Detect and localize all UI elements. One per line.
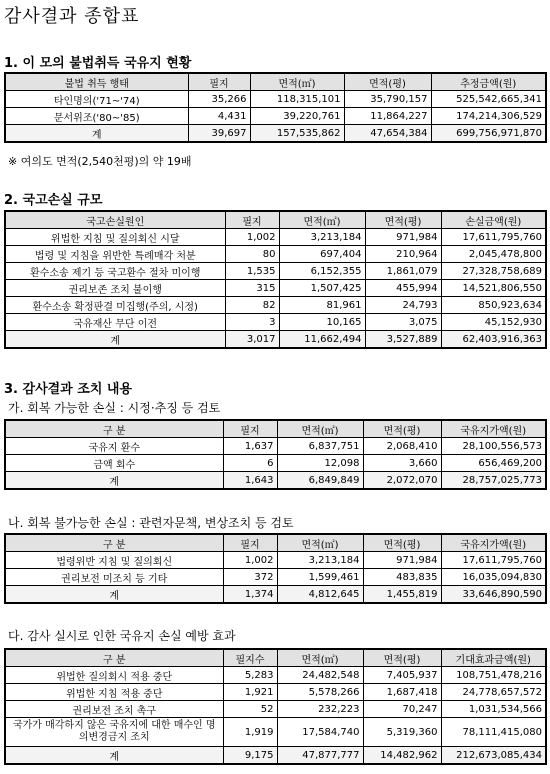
prevention-effect-table bbox=[4, 648, 547, 765]
row-label: 권리보전 미조치 등 기타 bbox=[5, 569, 223, 586]
area-pyeong: 1,861,079 bbox=[365, 263, 441, 280]
row-label: 법령위반 지침 및 질의회신 bbox=[5, 552, 223, 569]
row-label: 권리보전 조치 촉구 bbox=[5, 701, 223, 718]
row-label: 국유지 환수 bbox=[5, 438, 223, 455]
row-label: 권리보존 조치 불이행 bbox=[5, 280, 225, 297]
unrecoverable-loss-table bbox=[4, 533, 547, 604]
amount: 28,100,556,573 bbox=[441, 438, 546, 455]
table-row bbox=[5, 569, 546, 586]
area-pyeong: 3,527,889 bbox=[365, 331, 441, 349]
table-header-row bbox=[5, 534, 546, 552]
amount: 16,035,094,830 bbox=[441, 569, 546, 586]
section-3-heading: 3. 감사결과 조치 내용 bbox=[4, 382, 133, 397]
area-sqm: 47,877,777 bbox=[277, 747, 363, 765]
amount: 14,521,806,550 bbox=[441, 280, 546, 297]
row-label: 계 bbox=[5, 586, 223, 604]
table-row bbox=[5, 701, 546, 718]
table-row bbox=[5, 246, 546, 263]
amount: 2,045,478,800 bbox=[441, 246, 546, 263]
area-pyeong: 47,654,384 bbox=[344, 125, 431, 143]
row-label: 법령 및 지침을 위반한 특례매각 처분 bbox=[5, 246, 225, 263]
parcel-count: 1,535 bbox=[225, 263, 279, 280]
column-header: 국유지가액(원) bbox=[441, 534, 546, 552]
column-header: 면적(평) bbox=[363, 534, 441, 552]
row-label: 금액 회수 bbox=[5, 455, 223, 472]
area-sqm: 232,223 bbox=[277, 701, 363, 718]
amount: 45,152,930 bbox=[441, 314, 546, 331]
parcel-count: 1,002 bbox=[225, 229, 279, 246]
area-sqm: 6,152,355 bbox=[279, 263, 365, 280]
area-pyeong: 1,687,418 bbox=[363, 684, 441, 701]
parcel-count: 6 bbox=[223, 455, 277, 472]
total-row bbox=[5, 472, 546, 490]
area-sqm: 12,098 bbox=[277, 455, 363, 472]
row-label: 문서위조('80~'85) bbox=[5, 108, 188, 125]
column-header: 필지수 bbox=[223, 649, 277, 667]
table-row bbox=[5, 297, 546, 314]
column-header: 필지 bbox=[225, 211, 279, 229]
parcel-count: 5,283 bbox=[223, 667, 277, 684]
amount: 17,611,795,760 bbox=[441, 552, 546, 569]
parcel-count: 82 bbox=[225, 297, 279, 314]
total-row bbox=[5, 331, 546, 349]
section-2-heading: 2. 국고손실 규모 bbox=[4, 193, 103, 208]
column-header: 면적(㎡) bbox=[250, 73, 344, 91]
column-header: 국유지가액(원) bbox=[441, 420, 546, 438]
area-pyeong: 3,075 bbox=[365, 314, 441, 331]
area-sqm: 39,220,761 bbox=[250, 108, 344, 125]
area-sqm: 17,584,740 bbox=[277, 718, 363, 747]
area-pyeong: 14,482,962 bbox=[363, 747, 441, 765]
area-sqm: 6,837,751 bbox=[277, 438, 363, 455]
area-sqm: 3,213,184 bbox=[277, 552, 363, 569]
table-row bbox=[5, 684, 546, 701]
area-pyeong: 971,984 bbox=[363, 552, 441, 569]
area-pyeong: 24,793 bbox=[365, 297, 441, 314]
area-sqm: 157,535,862 bbox=[250, 125, 344, 143]
table-header-row bbox=[5, 73, 546, 91]
row-label: 국유재산 무단 이전 bbox=[5, 314, 225, 331]
table-header-row bbox=[5, 649, 546, 667]
table-row bbox=[5, 438, 546, 455]
national-loss-table bbox=[4, 210, 547, 349]
row-label: 타인명의('71~'74) bbox=[5, 91, 188, 108]
area-sqm: 3,213,184 bbox=[279, 229, 365, 246]
area-sqm: 4,812,645 bbox=[277, 586, 363, 604]
amount: 62,403,916,363 bbox=[441, 331, 546, 349]
recoverable-loss-table bbox=[4, 419, 547, 490]
area-pyeong: 5,319,360 bbox=[363, 718, 441, 747]
column-header: 면적(평) bbox=[365, 211, 441, 229]
area-pyeong: 2,072,070 bbox=[363, 472, 441, 490]
column-header: 구 분 bbox=[5, 420, 223, 438]
area-pyeong: 971,984 bbox=[365, 229, 441, 246]
table-row bbox=[5, 314, 546, 331]
parcel-count: 1,637 bbox=[223, 438, 277, 455]
row-label: 계 bbox=[5, 747, 223, 765]
column-header: 필지 bbox=[223, 420, 277, 438]
area-pyeong: 11,864,227 bbox=[344, 108, 431, 125]
area-pyeong: 1,455,819 bbox=[363, 586, 441, 604]
area-pyeong: 70,247 bbox=[363, 701, 441, 718]
area-sqm: 697,404 bbox=[279, 246, 365, 263]
parcel-count: 1,643 bbox=[223, 472, 277, 490]
area-pyeong: 455,994 bbox=[365, 280, 441, 297]
table-row bbox=[5, 229, 546, 246]
page-title: 감사결과 종합표 bbox=[4, 6, 140, 27]
area-pyeong: 7,405,937 bbox=[363, 667, 441, 684]
row-label: 위법한 지침 및 질의회신 시달 bbox=[5, 229, 225, 246]
table-row bbox=[5, 108, 546, 125]
column-header: 면적(㎡) bbox=[279, 211, 365, 229]
table-row bbox=[5, 263, 546, 280]
parcel-count: 39,697 bbox=[188, 125, 250, 143]
parcel-count: 1,002 bbox=[223, 552, 277, 569]
column-header: 불법 취득 행태 bbox=[5, 73, 188, 91]
table-row bbox=[5, 667, 546, 684]
column-header: 기대효과금액(원) bbox=[441, 649, 546, 667]
amount: 33,646,890,590 bbox=[441, 586, 546, 604]
row-label: 위법한 질의회시 적용 중단 bbox=[5, 667, 223, 684]
column-header: 면적(평) bbox=[363, 649, 441, 667]
area-pyeong: 35,790,157 bbox=[344, 91, 431, 108]
column-header: 손실금액(원) bbox=[441, 211, 546, 229]
table-row bbox=[5, 718, 546, 747]
amount: 27,328,758,689 bbox=[441, 263, 546, 280]
column-header: 국고손실원인 bbox=[5, 211, 225, 229]
parcel-count: 1,921 bbox=[223, 684, 277, 701]
amount: 525,542,665,341 bbox=[431, 91, 546, 108]
area-sqm: 1,507,425 bbox=[279, 280, 365, 297]
area-note: ※ 여의도 면적(2,540천평)의 약 19배 bbox=[8, 155, 192, 168]
amount: 1,031,534,566 bbox=[441, 701, 546, 718]
amount: 24,778,657,572 bbox=[441, 684, 546, 701]
amount: 78,111,415,080 bbox=[441, 718, 546, 747]
row-label: 위법한 지침 적용 중단 bbox=[5, 684, 223, 701]
area-sqm: 10,165 bbox=[279, 314, 365, 331]
column-header: 면적(㎡) bbox=[277, 534, 363, 552]
row-label: 국가가 매각하지 않은 국유지에 대한 매수인 명의변경금지 조치 bbox=[5, 718, 223, 747]
column-header: 구 분 bbox=[5, 534, 223, 552]
amount: 108,751,478,216 bbox=[441, 667, 546, 684]
table-row bbox=[5, 552, 546, 569]
row-label: 환수소송 확정판결 미집행(주의, 시정) bbox=[5, 297, 225, 314]
area-sqm: 118,315,101 bbox=[250, 91, 344, 108]
total-row bbox=[5, 125, 546, 143]
area-pyeong: 3,660 bbox=[363, 455, 441, 472]
parcel-count: 9,175 bbox=[223, 747, 277, 765]
subsection-b-heading: 나. 회복 불가능한 손실 : 관련자문책, 변상조치 등 검토 bbox=[8, 516, 294, 530]
column-header: 면적(평) bbox=[363, 420, 441, 438]
column-header: 구 분 bbox=[5, 649, 223, 667]
subsection-a-heading: 가. 회복 가능한 손실 : 시정·추징 등 검토 bbox=[8, 401, 221, 415]
parcel-count: 52 bbox=[223, 701, 277, 718]
parcel-count: 3 bbox=[225, 314, 279, 331]
area-sqm: 5,578,266 bbox=[277, 684, 363, 701]
parcel-count: 315 bbox=[225, 280, 279, 297]
area-sqm: 24,482,548 bbox=[277, 667, 363, 684]
area-pyeong: 210,964 bbox=[365, 246, 441, 263]
column-header: 면적(㎡) bbox=[277, 649, 363, 667]
total-row bbox=[5, 586, 546, 604]
total-row bbox=[5, 747, 546, 765]
amount: 656,469,200 bbox=[441, 455, 546, 472]
subsection-c-heading: 다. 감사 실시로 인한 국유지 손실 예방 효과 bbox=[8, 629, 236, 643]
amount: 28,757,025,773 bbox=[441, 472, 546, 490]
parcel-count: 4,431 bbox=[188, 108, 250, 125]
column-header: 면적(㎡) bbox=[277, 420, 363, 438]
section-1-heading: 1. 이 모의 불법취득 국유지 현황 bbox=[4, 56, 192, 71]
parcel-count: 1,919 bbox=[223, 718, 277, 747]
area-sqm: 81,961 bbox=[279, 297, 365, 314]
row-label: 계 bbox=[5, 331, 225, 349]
amount: 17,611,795,760 bbox=[441, 229, 546, 246]
row-label: 계 bbox=[5, 125, 188, 143]
parcel-count: 80 bbox=[225, 246, 279, 263]
parcel-count: 1,374 bbox=[223, 586, 277, 604]
table-row bbox=[5, 455, 546, 472]
amount: 212,673,085,434 bbox=[441, 747, 546, 765]
table-row bbox=[5, 91, 546, 108]
parcel-count: 35,266 bbox=[188, 91, 250, 108]
amount: 174,214,306,529 bbox=[431, 108, 546, 125]
area-sqm: 11,662,494 bbox=[279, 331, 365, 349]
column-header: 필지 bbox=[223, 534, 277, 552]
row-label: 계 bbox=[5, 472, 223, 490]
table-header-row bbox=[5, 420, 546, 438]
column-header: 필지 bbox=[188, 73, 250, 91]
column-header: 추정금액(원) bbox=[431, 73, 546, 91]
area-sqm: 1,599,461 bbox=[277, 569, 363, 586]
row-label: 환수소송 제기 등 국고환수 절차 미이행 bbox=[5, 263, 225, 280]
parcel-count: 3,017 bbox=[225, 331, 279, 349]
area-sqm: 6,849,849 bbox=[277, 472, 363, 490]
column-header: 면적(평) bbox=[344, 73, 431, 91]
amount: 850,923,634 bbox=[441, 297, 546, 314]
amount: 699,756,971,870 bbox=[431, 125, 546, 143]
table-row bbox=[5, 280, 546, 297]
area-pyeong: 2,068,410 bbox=[363, 438, 441, 455]
table-header-row bbox=[5, 211, 546, 229]
illegal-acquisition-table bbox=[4, 72, 547, 143]
parcel-count: 372 bbox=[223, 569, 277, 586]
area-pyeong: 483,835 bbox=[363, 569, 441, 586]
